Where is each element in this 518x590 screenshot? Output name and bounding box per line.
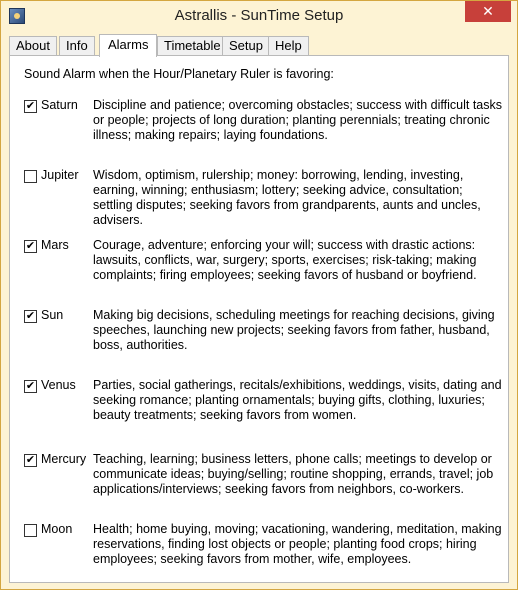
planet-row-sun [24,308,504,368]
planet-row-mars [24,238,504,298]
sun-description: Making big decisions, scheduling meetings for reaching decisions, giving speeches, launching new projects; seeking favors from father, husband, boss, authorities. [93,308,495,352]
tab-setup[interactable]: Setup [222,36,270,56]
title-bar[interactable] [1,1,517,31]
venus-label[interactable]: Venus [41,378,76,392]
venus-checkbox[interactable]: ✔ [25,380,36,392]
saturn-label[interactable]: Saturn [41,98,78,112]
planet-row-moon [24,522,504,582]
saturn-description: Discipline and patience; overcoming obstacles; success with difficult tasks or people; projects of long duration; planting perennials; treating chronic illness; making repairs; laying foundations. [93,98,502,142]
jupiter-checkbox[interactable] [24,170,37,183]
planet-row-saturn [24,98,504,158]
sun-checkbox[interactable]: ✔ [25,310,36,322]
planet-row-jupiter [24,168,504,228]
venus-description: Parties, social gatherings, recitals/exhibitions, weddings, visits, dating and seeking romance; planting ornamentals; buying gifts, clothing, luxuries; beauty treatments; seeking favors from women. [93,378,502,422]
window-title: Astrallis - SunTime Setup [174,7,344,24]
saturn-checkbox[interactable]: ✔ [25,100,36,112]
alarms-header: Sound Alarm when the Hour/Planetary Ruler is favoring: [24,67,334,81]
mars-label[interactable]: Mars [41,238,69,252]
jupiter-label[interactable]: Jupiter [41,168,79,182]
close-button[interactable]: ✕ [465,1,511,22]
planet-row-venus [24,378,504,438]
moon-label[interactable]: Moon [41,522,73,536]
tab-help[interactable]: Help [268,36,309,56]
planet-row-mercury [24,452,504,512]
mercury-checkbox[interactable]: ✔ [25,454,36,466]
moon-checkbox[interactable] [24,524,37,537]
moon-description: Health; home buying, moving; vacationing, wandering, meditation, making reservations, finding lost objects or people; planting food crops; hiring employees; seeking favors from mother, wife, employees. [93,522,502,566]
mars-checkbox[interactable]: ✔ [25,240,36,252]
mercury-label[interactable]: Mercury [41,452,87,466]
jupiter-description: Wisdom, optimism, rulership; money: borrowing, lending, investing, earning, winning; enthusiasm; lottery; seeking advice, consultation; settling disputes; seeking favors from grandparents, aunts and uncles, advisers. [93,168,481,227]
mars-description: Courage, adventure; enforcing your will; success with drastic actions: lawsuits, conflicts, war, surgery; sports, exercises; risk-taking; making complaints; firing employees; seeking favors of husband or boyfriend. [93,238,477,282]
mercury-description: Teaching, learning; business letters, phone calls; meetings to develop or communicate ideas; buying/selling; routine shopping, errands, travel; job applications/interviews; seeking favors from neighbors, co-workers. [93,452,494,496]
alarms-panel [9,55,509,583]
tab-alarms[interactable]: Alarms [99,34,157,57]
tab-info[interactable]: Info [59,36,95,56]
tab-timetable[interactable]: Timetable [157,36,228,56]
tab-about[interactable]: About [9,36,57,56]
sun-label[interactable]: Sun [41,308,64,322]
